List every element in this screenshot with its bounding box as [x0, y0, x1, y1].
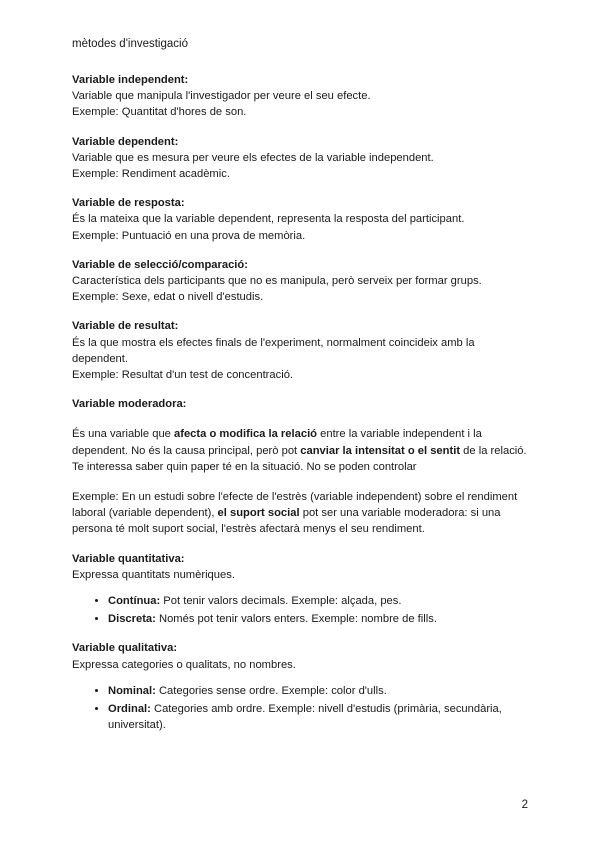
bold-run: afecta o modifica la relació [174, 428, 318, 441]
list-item [108, 593, 528, 609]
item-text: Pot tenir valors decimals. Exemple: alçada, pes. [160, 595, 402, 608]
example-text: Exemple: Resultat d'un test de concentració. [72, 369, 294, 382]
list-item [108, 683, 528, 699]
item-label: Nominal: [108, 684, 156, 697]
definition-text: És la mateixa que la variable dependent, representa la resposta del participant. [72, 213, 465, 226]
example-text: Exemple: Quantitat d'hores de son. [72, 106, 247, 119]
bold-run: el suport social [217, 507, 300, 520]
text-run: És una variable que [72, 428, 174, 441]
section-seleccio [72, 257, 528, 306]
definition-text: Variable que manipula l'investigador per veure el seu efecte. [72, 90, 371, 103]
bullet-list [72, 683, 528, 734]
item-text: Categories sense ordre. Exemple: color d'ulls. [155, 684, 387, 697]
moderadora-example [72, 489, 528, 538]
section-independent [72, 72, 528, 121]
document-header: mètodes d'investigació [72, 38, 188, 50]
page-number: 2 [521, 799, 528, 811]
section-moderadora [72, 396, 528, 537]
section-quantitativa [72, 551, 528, 628]
section-title: Variable qualitativa: [72, 642, 178, 655]
bullet-list [72, 593, 528, 627]
item-label: Discreta: [108, 613, 156, 626]
item-label: Contínua: [108, 595, 161, 608]
moderadora-paragraph [72, 426, 528, 475]
definition-text: És la que mostra els efectes finals de l'experiment, normalment coincideix amb la dependent. [72, 336, 475, 365]
text-run: entre la variable independent i la dependent. No és la causa principal, però pot [72, 428, 482, 457]
bold-run: canviar la intensitat o el sentit [300, 444, 461, 457]
section-dependent [72, 134, 528, 183]
section-title: Variable de resultat: [72, 320, 179, 333]
item-text: Només pot tenir valors enters. Exemple: nombre de fills. [155, 613, 437, 626]
item-text: Categories amb ordre. Exemple: nivell d'estudis (primària, secundària, universitat). [108, 703, 502, 732]
definition-text: Expressa quantitats numèriques. [72, 568, 235, 581]
document-body [72, 72, 528, 736]
list-item [108, 611, 528, 627]
text-run: Exemple [72, 491, 116, 504]
example-text: Exemple: Rendiment acadèmic. [72, 168, 230, 181]
text-run: pot ser una variable moderadora: si una persona té molt suport social, l'estrès afectarà menys el seu rendiment. [72, 507, 501, 536]
definition-text: Característica dels participants que no es manipula, però serveix per formar grups. [72, 275, 482, 288]
section-title: Variable dependent: [72, 135, 179, 148]
definition-text: Expressa categories o qualitats, no nombres. [72, 658, 296, 671]
section-title: Variable moderadora: [72, 398, 187, 411]
section-title: Variable de selecció/comparació: [72, 258, 248, 271]
text-run: : En un estudi sobre l'efecte de l'estrès (variable independent) sobre el rendiment laboral (variable dependent), [72, 491, 518, 520]
section-qualitativa [72, 640, 528, 733]
section-resultat [72, 318, 528, 383]
text-run: de la relació. Te interessa saber quin paper té en la situació. No se poden controlar [72, 444, 527, 473]
section-resposta [72, 195, 528, 244]
section-title: Variable independent: [72, 74, 189, 86]
example-text: Exemple: Sexe, edat o nivell d'estudis. [72, 291, 264, 304]
section-title: Variable de resposta: [72, 197, 185, 210]
item-label: Ordinal: [108, 703, 151, 716]
list-item [108, 701, 528, 733]
section-title: Variable quantitativa: [72, 552, 185, 565]
example-text: Exemple: Puntuació en una prova de memòria. [72, 229, 306, 242]
definition-text: Variable que es mesura per veure els efectes de la variable independent. [72, 151, 434, 164]
